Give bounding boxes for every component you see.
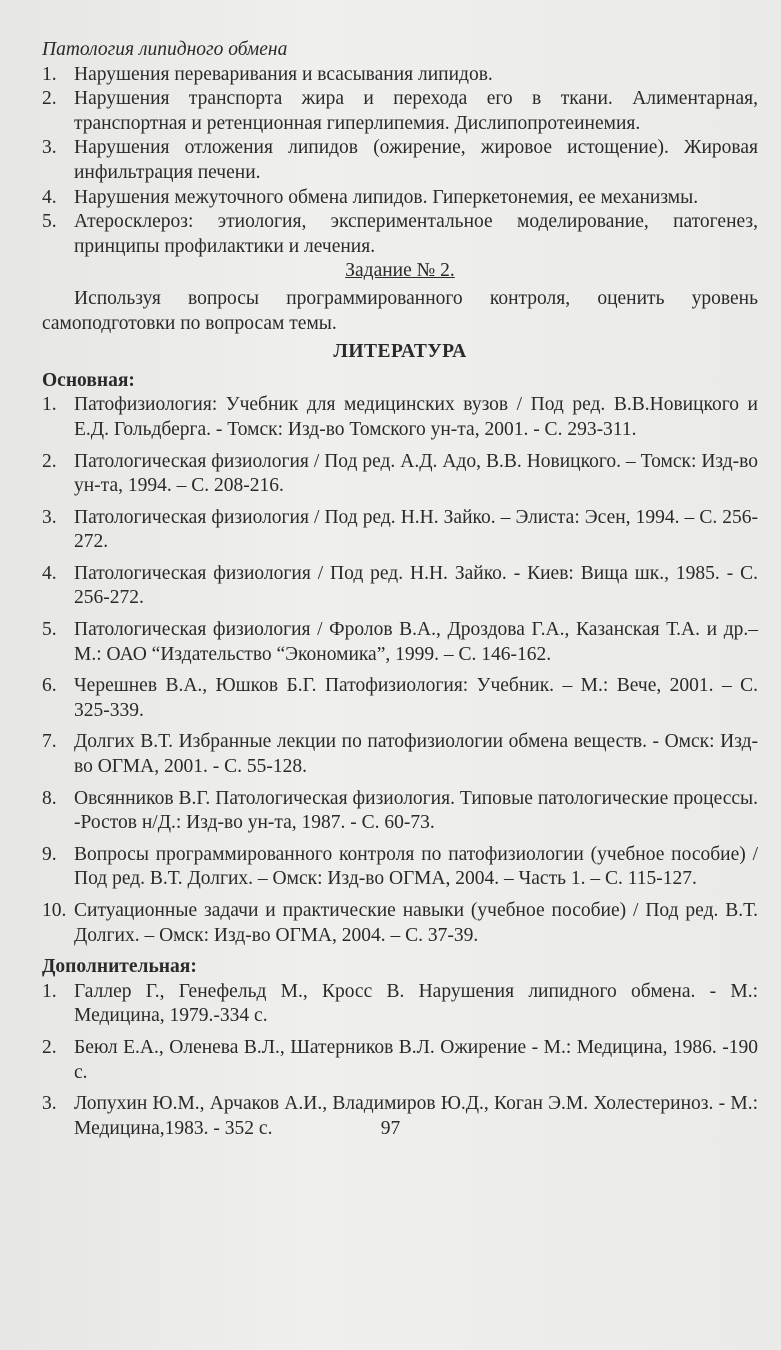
list-item: [42, 506, 758, 555]
list-item-text: Патологическая физиология / Под ред. А.Д. Адо, В.В. Новицкого. – Томск: Изд-во ун-та, 1994. – С. 208-216.: [74, 450, 758, 497]
list-item-text: Долгих В.Т. Избранные лекции по патофизиологии обмена веществ. - Омск: Изд-во ОГМА, 2001. - С. 55-128.: [74, 731, 758, 778]
list-item: [42, 210, 758, 259]
list-item-number: 2.: [42, 450, 57, 472]
list-item-number: 4.: [42, 186, 57, 208]
list-item-text: Патологическая физиология / Под ред. Н.Н. Зайко. – Элиста: Эсен, 1994. – С. 256-272.: [74, 506, 758, 553]
page-number: 97: [380, 1118, 401, 1139]
list-item: [42, 63, 758, 88]
list-item-number: 3.: [42, 1093, 57, 1115]
list-item-text: Нарушения переваривания и всасывания липидов.: [74, 63, 493, 85]
list-item: [42, 136, 758, 185]
list-item: [42, 1036, 758, 1085]
task-text: Используя вопросы программированного контроля, оценить уровень самоподготовки по вопросам темы.: [42, 287, 758, 334]
list-item-number: 9.: [42, 843, 57, 865]
list-item-text: Нарушения транспорта жира и перехода его в ткани. Алиментарная, транспортная и ретенционная гиперлипемия. Дислипопротеинемия.: [74, 88, 758, 134]
list-item-number: 8.: [42, 787, 57, 809]
list-item-number: 1.: [42, 63, 57, 85]
list-item: [42, 450, 758, 499]
list-item-number: 5.: [42, 211, 57, 233]
list-item-text: Нарушения межуточного обмена липидов. Гиперкетонемия, ее механизмы.: [74, 186, 699, 208]
list-item-number: 2.: [42, 1036, 57, 1058]
list-item: [42, 843, 758, 892]
list-item-text: Вопросы программированного контроля по патофизиологии (учебное пособие) / Под ред. В.Т. Долгих. – Омск: Изд-во ОГМА, 2004. – Часть 1. – С. 115-127.: [74, 843, 758, 890]
extra-literature-title: Дополнительная:: [42, 956, 197, 978]
list-item-number: 1.: [42, 980, 57, 1002]
list-item-number: 3.: [42, 506, 57, 528]
list-item: [42, 787, 758, 836]
list-item-number: 3.: [42, 137, 57, 159]
list-item: [42, 980, 758, 1029]
list-item-number: 6.: [42, 675, 57, 697]
list-item: [42, 562, 758, 611]
list-item-text: Патологическая физиология / Под ред. Н.Н. Зайко. - Киев: Вища шк., 1985. - С. 256-272.: [74, 562, 758, 609]
list-item-number: 5.: [42, 619, 57, 641]
page-content: [42, 38, 758, 1148]
list-item-text: Лопухин Ю.М., Арчаков А.И., Владимиров Ю.Д., Коган Э.М. Холестериноз. - М.: Медицина,1983. - 352 с.: [74, 1093, 758, 1139]
list-item-text: Беюл Е.А., Оленева В.Л., Шатерников В.Л. Ожирение - М.: Медицина, 1986. -190 с.: [74, 1036, 758, 1083]
section-title: Патология липидного обмена: [42, 39, 288, 60]
list-item-text: Овсянников В.Г. Патологическая физиология. Типовые патологические процессы. -Ростов н/Д.: Изд-во ун-та, 1987. - С. 60-73.: [74, 787, 758, 834]
list-item-text: Ситуационные задачи и практические навыки (учебное пособие) / Под ред. В.Т. Долгих. – Омск: Изд-во ОГМА, 2004. – С. 37-39.: [74, 900, 758, 946]
list-item: [42, 87, 758, 136]
list-item-number: 2.: [42, 88, 57, 110]
list-item: [42, 393, 758, 442]
topics-list: [42, 63, 758, 260]
main-literature-list: [42, 393, 758, 948]
list-item-text: Черешнев В.А., Юшков Б.Г. Патофизиология: Учебник. – М.: Вече, 2001. – С. 325-339.: [74, 675, 758, 721]
list-item: [42, 674, 758, 723]
list-item: [42, 186, 758, 211]
task-title: Задание № 2.: [345, 260, 455, 282]
list-item-number: 1.: [42, 394, 57, 416]
list-item-text: Атеросклероз: этиология, экспериментальное моделирование, патогенез, принципы профилактики и лечения.: [74, 211, 758, 257]
list-item-number: 10.: [42, 900, 67, 921]
main-literature-title: Основная:: [42, 369, 135, 391]
list-item-text: Галлер Г., Генефельд М., Кросс В. Нарушения липидного обмена. - М.: Медицина, 1979.-334 с.: [74, 980, 758, 1027]
list-item: [42, 899, 758, 948]
list-item: [42, 618, 758, 667]
list-item-text: Нарушения отложения липидов (ожирение, жировое истощение). Жировая инфильтрация печени.: [74, 137, 758, 183]
list-item: [42, 730, 758, 779]
list-item-text: Патологическая физиология / Фролов В.А., Дроздова Г.А., Казанская Т.А. и др.– М.: ОАО “Издательство “Экономика”, 1999. – С. 146-162.: [74, 619, 758, 665]
literature-title: ЛИТЕРАТУРА: [333, 341, 467, 363]
list-item-number: 7.: [42, 731, 57, 753]
list-item-text: Патофизиология: Учебник для медицинских вузов / Под ред. В.В.Новицкого и Е.Д. Гольдберга. - Томск: Изд-во Томского ун-та, 2001. - С. 293-311.: [74, 394, 758, 440]
list-item-number: 4.: [42, 562, 57, 584]
